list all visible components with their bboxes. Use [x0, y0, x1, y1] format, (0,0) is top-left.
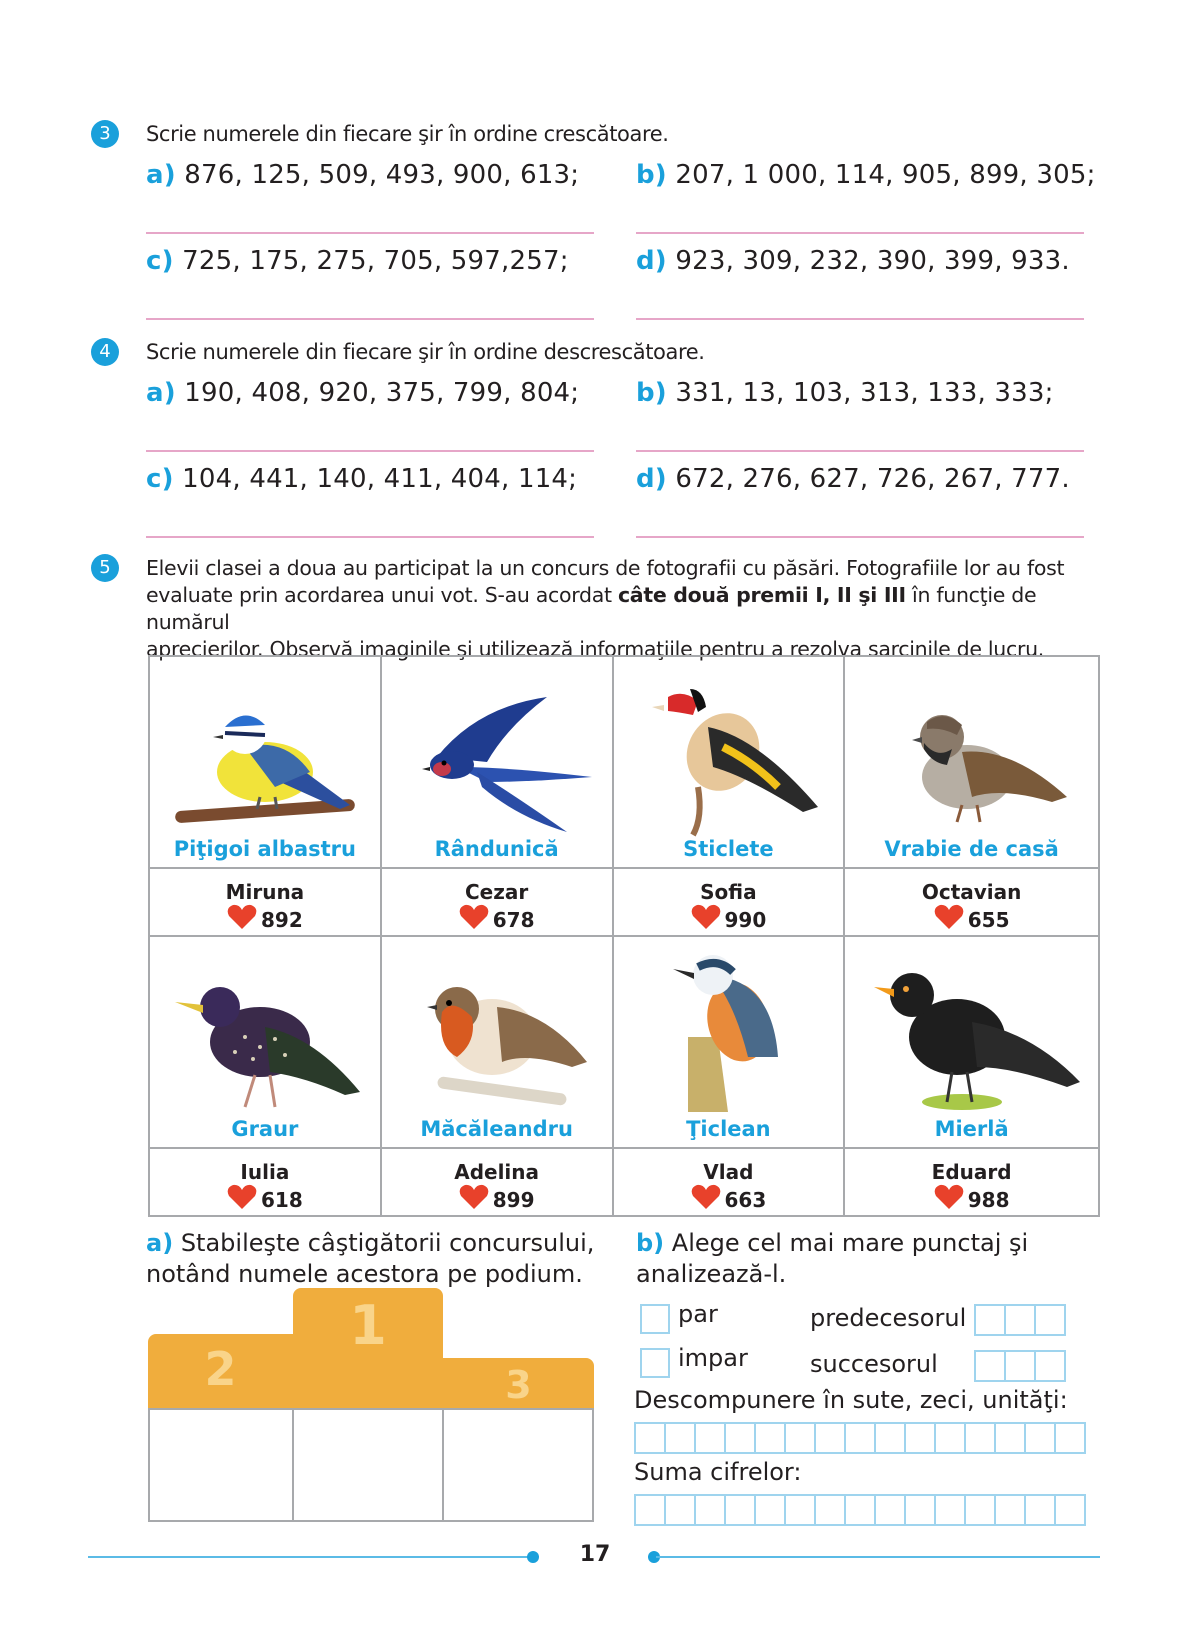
footer-rule-right: [656, 1556, 1100, 1558]
answer-line[interactable]: [636, 232, 1084, 234]
robin-icon: [397, 967, 597, 1117]
starling-icon: [165, 967, 365, 1117]
heart-icon: [934, 904, 964, 935]
bird-name: Vrabie de casă: [884, 837, 1059, 861]
successor-boxes[interactable]: [976, 1350, 1066, 1382]
podium-step-first: 1: [293, 1288, 443, 1408]
ex3-item-d: d) 923, 309, 232, 390, 399, 933.: [636, 246, 1070, 276]
impar-label: impar: [678, 1344, 748, 1372]
bird-name: Sticlete: [683, 837, 774, 861]
answer-line[interactable]: [146, 450, 594, 452]
vote-cell: [381, 868, 613, 936]
heart-icon: [934, 1184, 964, 1215]
ex3-item-a: a) 876, 125, 509, 493, 900, 613;: [146, 160, 580, 190]
student-name: Vlad: [703, 1160, 754, 1184]
answer-line[interactable]: [146, 536, 594, 538]
digit-sum-label: Suma cifrelor:: [634, 1458, 802, 1486]
ex3-item-b: b) 207, 1 000, 114, 905, 899, 305;: [636, 160, 1096, 190]
student-name: Eduard: [931, 1160, 1012, 1184]
student-name: Octavian: [921, 880, 1022, 904]
page-number: 17: [579, 1542, 611, 1567]
exercise-4-instruction: Scrie numerele din fiecare şir în ordine descrescătoare.: [146, 340, 705, 364]
answer-line[interactable]: [636, 450, 1084, 452]
goldfinch-icon: [628, 667, 828, 837]
heart-icon: [459, 904, 489, 935]
vote-count: 655: [967, 907, 1010, 932]
vote-cell: [381, 1148, 613, 1216]
student-name: Miruna: [225, 880, 305, 904]
exercise-5-instruction: Elevii clasei a doua au participat la un concurs de fotografii cu păsări. Fotografiile lor au fost evaluate prin acordarea unui vot. S-au acordat câte două premii I, II şi III în funcţie de numărul aprecierilor. Observă imaginile şi utilizează informaţiile pentru a rezolva sarcinile de lucru.: [146, 556, 1065, 661]
heart-icon: [227, 1184, 257, 1215]
exercise-3-badge: 3: [91, 120, 119, 148]
podium-box-second[interactable]: [148, 1408, 294, 1522]
heart-icon: [691, 1184, 721, 1215]
answer-line[interactable]: [636, 536, 1084, 538]
exercise-4-badge: 4: [91, 338, 119, 366]
vote-count: 988: [967, 1187, 1010, 1212]
digit-sum-boxes[interactable]: [636, 1494, 1086, 1526]
blue-tit-icon: [165, 687, 365, 837]
vote-count: 618: [261, 1187, 303, 1212]
podium-step-second: 2: [148, 1334, 293, 1408]
nuthatch-icon: [628, 947, 828, 1117]
exercise-5-badge: 5: [91, 554, 119, 582]
ex4-item-a: a) 190, 408, 920, 375, 799, 804;: [146, 378, 580, 408]
par-checkbox[interactable]: [640, 1304, 670, 1334]
predecessor-label: predecesorul: [810, 1304, 967, 1332]
bird-name: Piţigoi albastru: [173, 837, 356, 861]
ex4-item-c: c) 104, 441, 140, 411, 404, 114;: [146, 464, 578, 494]
par-label: par: [678, 1300, 718, 1328]
bird-name: Măcăleandru: [420, 1117, 573, 1141]
exercise-3-instruction: Scrie numerele din fiecare şir în ordine crescătoare.: [146, 122, 669, 146]
heart-icon: [227, 904, 257, 935]
student-name: Adelina: [454, 1160, 540, 1184]
vote-cell: [844, 1148, 1099, 1216]
bird-cell: [381, 936, 613, 1148]
bird-name: Mierlă: [934, 1117, 1009, 1141]
vote-cell: [613, 1148, 845, 1216]
answer-line[interactable]: [146, 232, 594, 234]
task-a-text: a) Stabileşte câştigătorii concursului, notând numele acestora pe podium.: [146, 1229, 595, 1288]
student-name: Cezar: [465, 880, 529, 904]
bird-cell: [613, 656, 845, 868]
task-b-text: b) Alege cel mai mare punctaj şi analizează-l.: [636, 1229, 1029, 1288]
podium-box-first[interactable]: [292, 1408, 444, 1522]
house-sparrow-icon: [872, 687, 1072, 837]
vote-cell: [149, 1148, 381, 1216]
decomposition-label: Descompunere în sute, zeci, unităţi:: [634, 1386, 1068, 1414]
podium-step-third: 3: [443, 1358, 594, 1408]
predecessor-boxes[interactable]: [976, 1304, 1066, 1336]
podium: [148, 1288, 594, 1518]
answer-line[interactable]: [146, 318, 594, 320]
bird-name: Rândunică: [434, 837, 559, 861]
vote-count: 899: [492, 1187, 535, 1212]
vote-count: 663: [724, 1187, 767, 1212]
vote-cell: [844, 868, 1099, 936]
bird-name: Graur: [231, 1117, 299, 1141]
student-name: Sofia: [700, 880, 757, 904]
bird-cell: [844, 936, 1099, 1148]
bird-cell: [613, 936, 845, 1148]
student-name: Iulia: [240, 1160, 290, 1184]
footer-dot-left: [527, 1551, 539, 1563]
successor-label: succesorul: [810, 1350, 938, 1378]
heart-icon: [691, 904, 721, 935]
bird-cell: [149, 656, 381, 868]
bird-cell: [149, 936, 381, 1148]
ex3-item-c: c) 725, 175, 275, 705, 597,257;: [146, 246, 569, 276]
bird-name: Ţiclean: [686, 1117, 771, 1141]
footer-rule-left: [88, 1556, 532, 1558]
ex4-item-d: d) 672, 276, 627, 726, 267, 777.: [636, 464, 1070, 494]
vote-count: 892: [261, 907, 303, 932]
impar-checkbox[interactable]: [640, 1348, 670, 1378]
vote-cell: [149, 868, 381, 936]
ex4-item-b: b) 331, 13, 103, 313, 133, 333;: [636, 378, 1054, 408]
blackbird-icon: [862, 957, 1082, 1117]
swallow-icon: [397, 687, 597, 837]
decomposition-boxes[interactable]: [636, 1422, 1086, 1454]
bird-cell: [844, 656, 1099, 868]
podium-box-third[interactable]: [444, 1408, 594, 1522]
heart-icon: [459, 1184, 489, 1215]
bird-cell: [381, 656, 613, 868]
vote-cell: [613, 868, 845, 936]
bird-photo-table: [148, 655, 1100, 1217]
vote-count: 990: [724, 907, 767, 932]
answer-line[interactable]: [636, 318, 1084, 320]
vote-count: 678: [492, 907, 535, 932]
